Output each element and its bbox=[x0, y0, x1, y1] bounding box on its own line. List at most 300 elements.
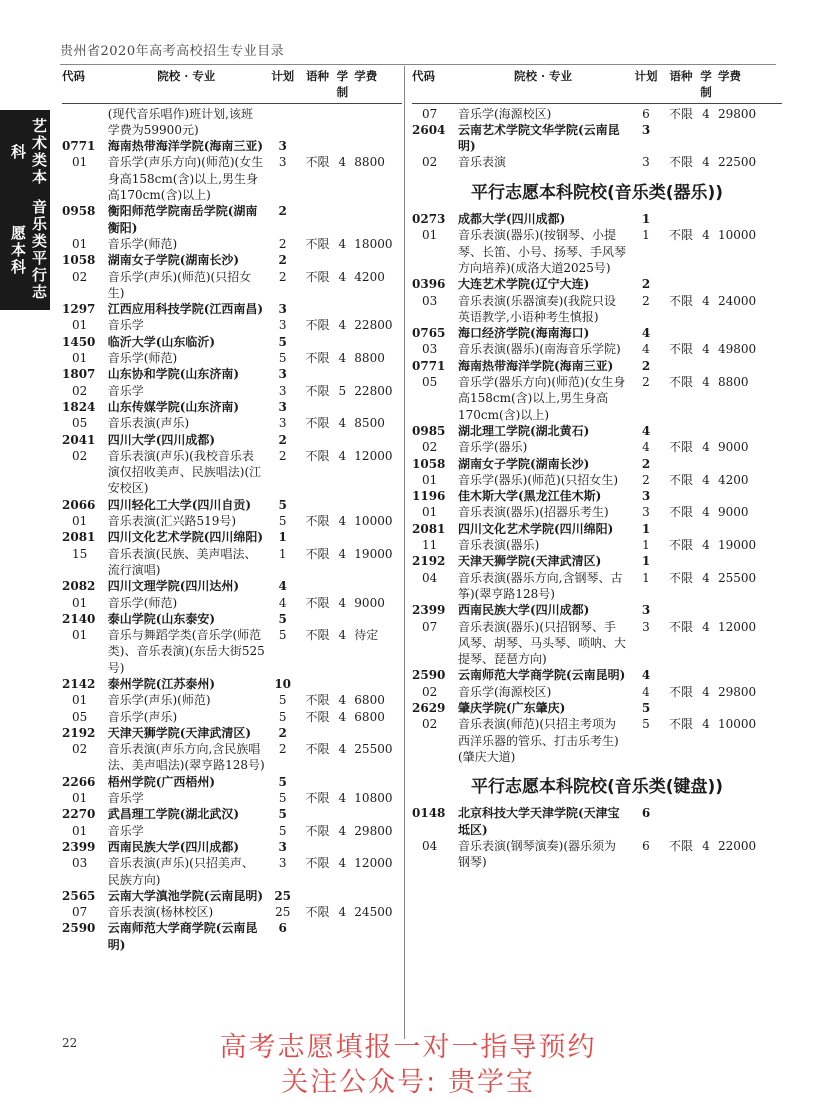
length-cell: 4 bbox=[338, 595, 347, 610]
major-row bbox=[412, 619, 782, 668]
school-row bbox=[62, 529, 402, 545]
lang-cell: 不限 bbox=[305, 856, 330, 871]
school-row bbox=[62, 725, 402, 741]
major-row bbox=[62, 154, 402, 203]
code-cell: 01 bbox=[422, 472, 438, 487]
code-cell: 07 bbox=[422, 619, 438, 634]
plan-cell: 3 bbox=[642, 155, 650, 170]
lang-cell: 不限 bbox=[305, 155, 330, 170]
lang-cell: 不限 bbox=[305, 318, 330, 333]
code-cell: 01 bbox=[72, 693, 88, 708]
plan-cell: 5 bbox=[278, 823, 287, 838]
code-cell: 01 bbox=[72, 514, 88, 529]
name-cell: 四川大学(四川成都) bbox=[107, 432, 216, 447]
length-cell: 4 bbox=[702, 839, 710, 854]
plan-cell: 5 bbox=[278, 807, 287, 822]
school-row bbox=[62, 497, 402, 513]
code-cell: 1058 bbox=[412, 456, 446, 471]
name-cell: 音乐表演 bbox=[458, 155, 507, 170]
plan-cell: 3 bbox=[278, 416, 287, 431]
lang-cell: 不限 bbox=[668, 472, 693, 487]
code-cell: 0958 bbox=[62, 204, 96, 219]
name-cell: 音乐学(师范) bbox=[107, 351, 178, 366]
code-cell: 2399 bbox=[412, 603, 446, 618]
name-cell: 云南师范大学商学院(云南昆明) bbox=[458, 668, 626, 683]
major-row bbox=[412, 154, 782, 170]
lang-cell: 不限 bbox=[305, 628, 330, 643]
name-cell: 泰山学院(山东泰安) bbox=[107, 611, 216, 626]
fee-cell: 9000 bbox=[718, 505, 749, 520]
lang-cell: 不限 bbox=[668, 505, 693, 520]
plan-cell: 10 bbox=[274, 676, 292, 691]
school-row bbox=[62, 839, 402, 855]
school-row bbox=[62, 432, 402, 448]
major-row bbox=[412, 106, 782, 122]
code-cell: 02 bbox=[422, 684, 438, 699]
code-cell: 05 bbox=[72, 416, 88, 431]
header-rule bbox=[60, 64, 776, 65]
catalog-header: 贵州省2020年高考高校招生专业目录 bbox=[60, 44, 285, 59]
name-cell: 音乐学(声乐) bbox=[107, 709, 178, 724]
fee-cell: 4200 bbox=[354, 269, 385, 284]
plan-cell: 3 bbox=[278, 318, 287, 333]
name-cell: 音乐学(海源校区) bbox=[458, 684, 552, 699]
name-cell: 音乐表演(声乐) bbox=[107, 416, 190, 431]
name-cell: 天津天狮学院(天津武清区) bbox=[107, 725, 252, 740]
major-row bbox=[62, 790, 402, 806]
code-cell: 03 bbox=[422, 293, 438, 308]
plan-cell: 1 bbox=[641, 212, 651, 227]
right-bot-rows bbox=[412, 805, 782, 870]
fee-cell: 25500 bbox=[718, 570, 757, 585]
col-name: 院校 · 专业 bbox=[513, 69, 572, 83]
plan-cell: 1 bbox=[642, 228, 650, 243]
plan-cell: 4 bbox=[641, 668, 651, 683]
code-cell: 15 bbox=[72, 546, 88, 561]
plan-cell: 1 bbox=[642, 538, 650, 553]
right-column bbox=[412, 68, 782, 871]
lang-cell: 不限 bbox=[668, 619, 693, 634]
name-cell: 音乐学(海源校区) bbox=[458, 106, 552, 121]
school-row bbox=[62, 399, 402, 415]
code-cell: 01 bbox=[422, 228, 438, 243]
major-row bbox=[412, 537, 782, 553]
section-title-instrumental: 平行志愿本科院校(音乐类(器乐)) bbox=[470, 182, 724, 203]
left-column bbox=[62, 68, 402, 953]
length-cell: 4 bbox=[702, 505, 710, 520]
name-cell: 大连艺术学院(辽宁大连) bbox=[458, 277, 590, 292]
school-row bbox=[62, 676, 402, 692]
name-cell: 云南师范大学商学院(云南昆明) bbox=[107, 921, 258, 952]
code-cell: 02 bbox=[422, 440, 438, 455]
fee-cell: 22500 bbox=[718, 155, 757, 170]
plan-cell: 5 bbox=[278, 611, 287, 626]
plan-cell: 3 bbox=[641, 603, 651, 618]
school-row bbox=[62, 611, 402, 627]
section-title-keyboard: 平行志愿本科院校(音乐类(键盘)) bbox=[470, 777, 724, 798]
major-row bbox=[412, 341, 782, 357]
fee-cell: 22000 bbox=[718, 839, 757, 854]
name-cell: 音乐表演(钢琴演奏)(器乐须为钢琴) bbox=[458, 839, 617, 870]
major-row bbox=[62, 415, 402, 431]
fee-cell: 9000 bbox=[718, 440, 749, 455]
school-row bbox=[62, 806, 402, 822]
lang-cell: 不限 bbox=[305, 416, 330, 431]
plan-cell: 3 bbox=[278, 302, 287, 317]
major-row bbox=[62, 855, 402, 888]
code-cell: 01 bbox=[72, 595, 88, 610]
col-lang: 语种 bbox=[669, 69, 693, 83]
school-row bbox=[412, 521, 782, 537]
length-cell: 4 bbox=[338, 628, 347, 643]
name-cell: 音乐表演(器乐)(只招钢琴、手风琴、胡琴、马头琴、唢呐、大提琴、琵琶方向) bbox=[458, 619, 627, 667]
length-cell: 4 bbox=[338, 823, 347, 838]
major-row bbox=[62, 627, 402, 676]
lang-cell: 不限 bbox=[668, 293, 693, 308]
plan-cell: 5 bbox=[278, 628, 287, 643]
code-cell: 02 bbox=[422, 717, 438, 732]
side-tab-music-parallel: 音乐类平行志愿本科 bbox=[0, 190, 50, 310]
school-row bbox=[62, 920, 402, 953]
name-cell: 武昌理工学院(湖北武汉) bbox=[107, 807, 240, 822]
code-cell: 0273 bbox=[412, 212, 446, 227]
lang-cell: 不限 bbox=[305, 595, 330, 610]
col-fee: 学费 bbox=[354, 69, 378, 83]
plan-cell: 2 bbox=[642, 375, 650, 390]
name-cell: 音乐学(师范) bbox=[107, 595, 178, 610]
length-cell: 4 bbox=[338, 856, 347, 871]
name-cell: 音乐表演(器乐)(按钢琴、小提琴、长笛、小号、扬琴、手风琴方向培养)(成洛大道2025号) bbox=[458, 228, 627, 275]
lang-cell: 不限 bbox=[305, 269, 330, 284]
code-cell: 07 bbox=[72, 905, 88, 920]
name-cell: 音乐学 bbox=[107, 383, 144, 398]
lang-cell: 不限 bbox=[668, 106, 693, 121]
plan-cell: 3 bbox=[642, 619, 650, 634]
name-cell: 音乐表演(器乐)(招器乐考生) bbox=[458, 505, 609, 520]
plan-cell: 2 bbox=[278, 204, 287, 219]
code-cell: 2270 bbox=[62, 807, 96, 822]
code-cell: 2081 bbox=[412, 521, 446, 536]
code-cell: 01 bbox=[72, 791, 88, 806]
name-cell: 成都大学(四川成都) bbox=[458, 212, 566, 227]
fee-cell: 4200 bbox=[718, 472, 749, 487]
school-row bbox=[62, 334, 402, 350]
name-cell: 音乐学 bbox=[107, 823, 144, 838]
code-cell: 0148 bbox=[412, 806, 446, 821]
school-row bbox=[62, 888, 402, 904]
fee-cell: 22800 bbox=[354, 383, 393, 398]
name-cell: (现代音乐唱作)班计划,该班学费为59900元) bbox=[107, 106, 253, 137]
major-row bbox=[62, 741, 402, 774]
fee-cell: 29800 bbox=[718, 684, 757, 699]
code-cell: 03 bbox=[422, 342, 438, 357]
fee-cell: 8800 bbox=[354, 155, 385, 170]
name-cell: 湖北理工学院(湖北黄石) bbox=[458, 423, 590, 438]
name-cell: 音乐学(师范) bbox=[107, 236, 178, 251]
plan-cell: 5 bbox=[278, 791, 287, 806]
code-cell: 05 bbox=[72, 709, 88, 724]
lang-cell: 不限 bbox=[668, 717, 693, 732]
lang-cell: 不限 bbox=[305, 514, 330, 529]
plan-cell: 3 bbox=[642, 505, 650, 520]
fee-cell: 10000 bbox=[718, 717, 757, 732]
length-cell: 4 bbox=[702, 684, 710, 699]
length-cell: 4 bbox=[702, 375, 710, 390]
length-cell: 4 bbox=[338, 416, 347, 431]
name-cell: 四川轻化工大学(四川自贡) bbox=[107, 497, 252, 512]
code-cell: 2629 bbox=[412, 700, 446, 715]
fee-cell: 12000 bbox=[718, 619, 757, 634]
name-cell: 山东传媒学院(山东济南) bbox=[107, 399, 240, 414]
footer-promo-line: 高考志愿填报一对一指导预约 bbox=[219, 1032, 597, 1063]
code-cell: 01 bbox=[72, 236, 88, 251]
fee-cell: 10800 bbox=[354, 791, 393, 806]
code-cell: 11 bbox=[422, 538, 438, 553]
plan-cell: 2 bbox=[641, 358, 651, 373]
lang-cell: 不限 bbox=[305, 546, 330, 561]
col-code: 代码 bbox=[62, 69, 85, 83]
plan-cell: 4 bbox=[642, 342, 650, 357]
lang-cell: 不限 bbox=[668, 228, 693, 243]
plan-cell: 2 bbox=[278, 448, 287, 463]
fee-cell: 19000 bbox=[718, 538, 757, 553]
plan-cell: 2 bbox=[641, 456, 651, 471]
plan-cell: 6 bbox=[642, 106, 650, 121]
lang-cell: 不限 bbox=[668, 839, 693, 854]
length-cell: 4 bbox=[702, 293, 710, 308]
col-fee: 学费 bbox=[718, 69, 741, 83]
code-cell: 2192 bbox=[412, 554, 446, 569]
name-cell: 音乐学(声乐方向)(师范)(女生身高158cm(含)以上,男生身高170cm(含)以上) bbox=[107, 155, 264, 203]
length-cell: 4 bbox=[338, 905, 347, 920]
lang-cell: 不限 bbox=[305, 709, 330, 724]
code-cell: 2266 bbox=[62, 774, 96, 789]
plan-cell: 2 bbox=[278, 236, 287, 251]
length-cell: 4 bbox=[338, 546, 347, 561]
length-cell: 4 bbox=[702, 619, 710, 634]
plan-cell: 3 bbox=[641, 122, 651, 137]
plan-cell: 3 bbox=[278, 399, 287, 414]
fee-cell: 12000 bbox=[354, 856, 393, 871]
name-cell: 北京科技大学天津学院(天津宝坻区) bbox=[458, 806, 620, 837]
school-row bbox=[62, 301, 402, 317]
lang-cell: 不限 bbox=[305, 236, 330, 251]
name-cell: 音乐学(器乐) bbox=[458, 440, 528, 455]
fee-cell: 29800 bbox=[354, 823, 393, 838]
length-cell: 4 bbox=[338, 236, 347, 251]
length-cell: 4 bbox=[338, 269, 347, 284]
name-cell: 音乐学(声乐)(师范) bbox=[107, 693, 211, 708]
plan-cell: 4 bbox=[278, 595, 287, 610]
lang-cell: 不限 bbox=[305, 351, 330, 366]
right-column-header bbox=[412, 68, 782, 104]
length-cell: 4 bbox=[702, 228, 710, 243]
name-cell: 湖南女子学院(湖南长沙) bbox=[107, 253, 240, 268]
plan-cell: 5 bbox=[278, 693, 287, 708]
code-cell: 1450 bbox=[62, 334, 96, 349]
length-cell: 4 bbox=[702, 106, 710, 121]
name-cell: 音乐表演(器乐) bbox=[458, 538, 540, 553]
code-cell: 2081 bbox=[62, 530, 96, 545]
school-row bbox=[412, 325, 782, 341]
school-row bbox=[412, 276, 782, 292]
fee-cell: 10000 bbox=[354, 514, 393, 529]
fee-cell: 8500 bbox=[354, 416, 385, 431]
plan-cell: 3 bbox=[278, 383, 287, 398]
lang-cell: 不限 bbox=[668, 538, 693, 553]
plan-cell: 3 bbox=[278, 139, 287, 154]
length-cell: 4 bbox=[702, 717, 710, 732]
plan-cell: 1 bbox=[642, 570, 650, 585]
lang-cell: 不限 bbox=[305, 791, 330, 806]
length-cell: 4 bbox=[338, 742, 347, 757]
length-cell: 4 bbox=[702, 155, 710, 170]
col-code: 代码 bbox=[412, 69, 435, 83]
length-cell: 4 bbox=[338, 318, 347, 333]
plan-cell: 6 bbox=[641, 806, 651, 821]
plan-cell: 5 bbox=[642, 717, 650, 732]
plan-cell: 3 bbox=[278, 839, 287, 854]
lang-cell: 不限 bbox=[305, 823, 330, 838]
name-cell: 肇庆学院(广东肇庆) bbox=[458, 700, 566, 715]
school-row bbox=[62, 366, 402, 382]
plan-cell: 2 bbox=[278, 253, 287, 268]
plan-cell: 5 bbox=[641, 700, 651, 715]
code-cell: 01 bbox=[72, 351, 88, 366]
length-cell: 4 bbox=[338, 791, 347, 806]
school-row bbox=[412, 805, 782, 838]
plan-cell: 5 bbox=[278, 709, 287, 724]
name-cell: 衡阳师范学院南岳学院(湖南衡阳) bbox=[107, 204, 258, 235]
fee-cell: 6800 bbox=[354, 693, 385, 708]
name-cell: 音乐表演(汇兴路519号) bbox=[107, 514, 237, 529]
major-row bbox=[62, 236, 402, 252]
major-row bbox=[412, 684, 782, 700]
name-cell: 云南大学滇池学院(云南昆明) bbox=[107, 888, 264, 903]
fee-cell: 12000 bbox=[354, 448, 393, 463]
name-cell: 音乐表演(声乐)(只招美声、民族方向) bbox=[107, 856, 254, 887]
code-cell: 2590 bbox=[412, 668, 446, 683]
code-cell: 04 bbox=[422, 839, 438, 854]
code-cell: 04 bbox=[422, 570, 438, 585]
plan-cell: 5 bbox=[278, 334, 287, 349]
name-cell: 西南民族大学(四川成都) bbox=[458, 603, 590, 618]
school-row bbox=[412, 488, 782, 504]
fee-cell: 8800 bbox=[718, 375, 749, 390]
fee-cell: 24000 bbox=[718, 293, 757, 308]
code-cell: 0765 bbox=[412, 326, 446, 341]
name-cell: 音乐与舞蹈学类(音乐学(师范类)、音乐表演)(东岳大街525号) bbox=[107, 628, 265, 675]
lang-cell: 不限 bbox=[305, 448, 330, 463]
plan-cell: 25 bbox=[275, 905, 291, 920]
right-top-rows bbox=[412, 106, 782, 171]
code-cell: 02 bbox=[72, 383, 88, 398]
plan-cell: 2 bbox=[278, 432, 287, 447]
code-cell: 0396 bbox=[412, 277, 446, 292]
fee-cell: 8800 bbox=[354, 351, 385, 366]
plan-cell: 1 bbox=[641, 554, 651, 569]
plan-cell: 3 bbox=[641, 489, 651, 504]
right-mid-rows bbox=[412, 211, 782, 765]
major-row bbox=[412, 227, 782, 276]
major-row bbox=[412, 838, 782, 871]
column-divider bbox=[404, 66, 405, 1039]
fee-cell: 22800 bbox=[354, 318, 393, 333]
name-cell: 江西应用科技学院(江西南昌) bbox=[107, 302, 264, 317]
fee-cell: 49800 bbox=[718, 342, 757, 357]
school-row bbox=[412, 667, 782, 683]
school-row bbox=[412, 423, 782, 439]
name-cell: 湖南女子学院(湖南长沙) bbox=[458, 456, 590, 471]
school-row bbox=[412, 122, 782, 155]
name-cell: 梧州学院(广西梧州) bbox=[107, 774, 216, 789]
major-row bbox=[412, 374, 782, 423]
school-row bbox=[62, 252, 402, 268]
plan-cell: 2 bbox=[278, 742, 287, 757]
code-cell: 2604 bbox=[412, 122, 446, 137]
col-length: 学制 bbox=[700, 69, 712, 100]
col-plan: 计划 bbox=[271, 69, 295, 83]
school-row bbox=[62, 578, 402, 594]
length-cell: 4 bbox=[338, 693, 347, 708]
school-row bbox=[412, 456, 782, 472]
plan-cell: 5 bbox=[278, 351, 287, 366]
code-cell: 01 bbox=[72, 155, 88, 170]
fee-cell: 待定 bbox=[354, 628, 379, 643]
lang-cell: 不限 bbox=[305, 742, 330, 757]
code-cell: 01 bbox=[72, 628, 88, 643]
code-cell: 0771 bbox=[412, 358, 446, 373]
major-row bbox=[412, 716, 782, 765]
length-cell: 4 bbox=[702, 570, 710, 585]
col-name: 院校 · 专业 bbox=[157, 69, 216, 83]
school-row bbox=[62, 138, 402, 154]
name-cell: 西南民族大学(四川成都) bbox=[107, 839, 240, 854]
code-cell: 2082 bbox=[62, 579, 96, 594]
name-cell: 音乐表演(器乐方向,含钢琴、古筝)(翠亨路128号) bbox=[458, 570, 623, 601]
lang-cell: 不限 bbox=[305, 383, 330, 398]
fee-cell: 6800 bbox=[354, 709, 385, 724]
code-cell: 03 bbox=[72, 856, 88, 871]
major-row bbox=[412, 472, 782, 488]
name-cell: 山东协和学院(山东济南) bbox=[107, 367, 240, 382]
major-row bbox=[62, 692, 402, 708]
lang-cell: 不限 bbox=[305, 693, 330, 708]
code-cell: 02 bbox=[72, 742, 88, 757]
fee-cell: 19000 bbox=[354, 546, 393, 561]
plan-cell: 1 bbox=[278, 530, 287, 545]
length-cell: 5 bbox=[338, 383, 347, 398]
fee-cell: 18000 bbox=[354, 236, 393, 251]
length-cell: 4 bbox=[702, 440, 710, 455]
plan-cell: 3 bbox=[278, 367, 287, 382]
length-cell: 4 bbox=[702, 342, 710, 357]
major-row bbox=[62, 513, 402, 529]
fee-cell: 10000 bbox=[718, 228, 757, 243]
plan-cell: 6 bbox=[278, 921, 287, 936]
major-row bbox=[62, 823, 402, 839]
school-row bbox=[412, 700, 782, 716]
major-row bbox=[412, 439, 782, 455]
major-row bbox=[62, 595, 402, 611]
col-plan: 计划 bbox=[634, 69, 658, 83]
code-cell: 05 bbox=[422, 375, 438, 390]
plan-cell: 1 bbox=[278, 546, 287, 561]
lang-cell: 不限 bbox=[668, 375, 693, 390]
code-cell: 0985 bbox=[412, 423, 446, 438]
name-cell: 泰州学院(江苏泰州) bbox=[107, 676, 216, 691]
plan-cell: 3 bbox=[278, 155, 287, 170]
